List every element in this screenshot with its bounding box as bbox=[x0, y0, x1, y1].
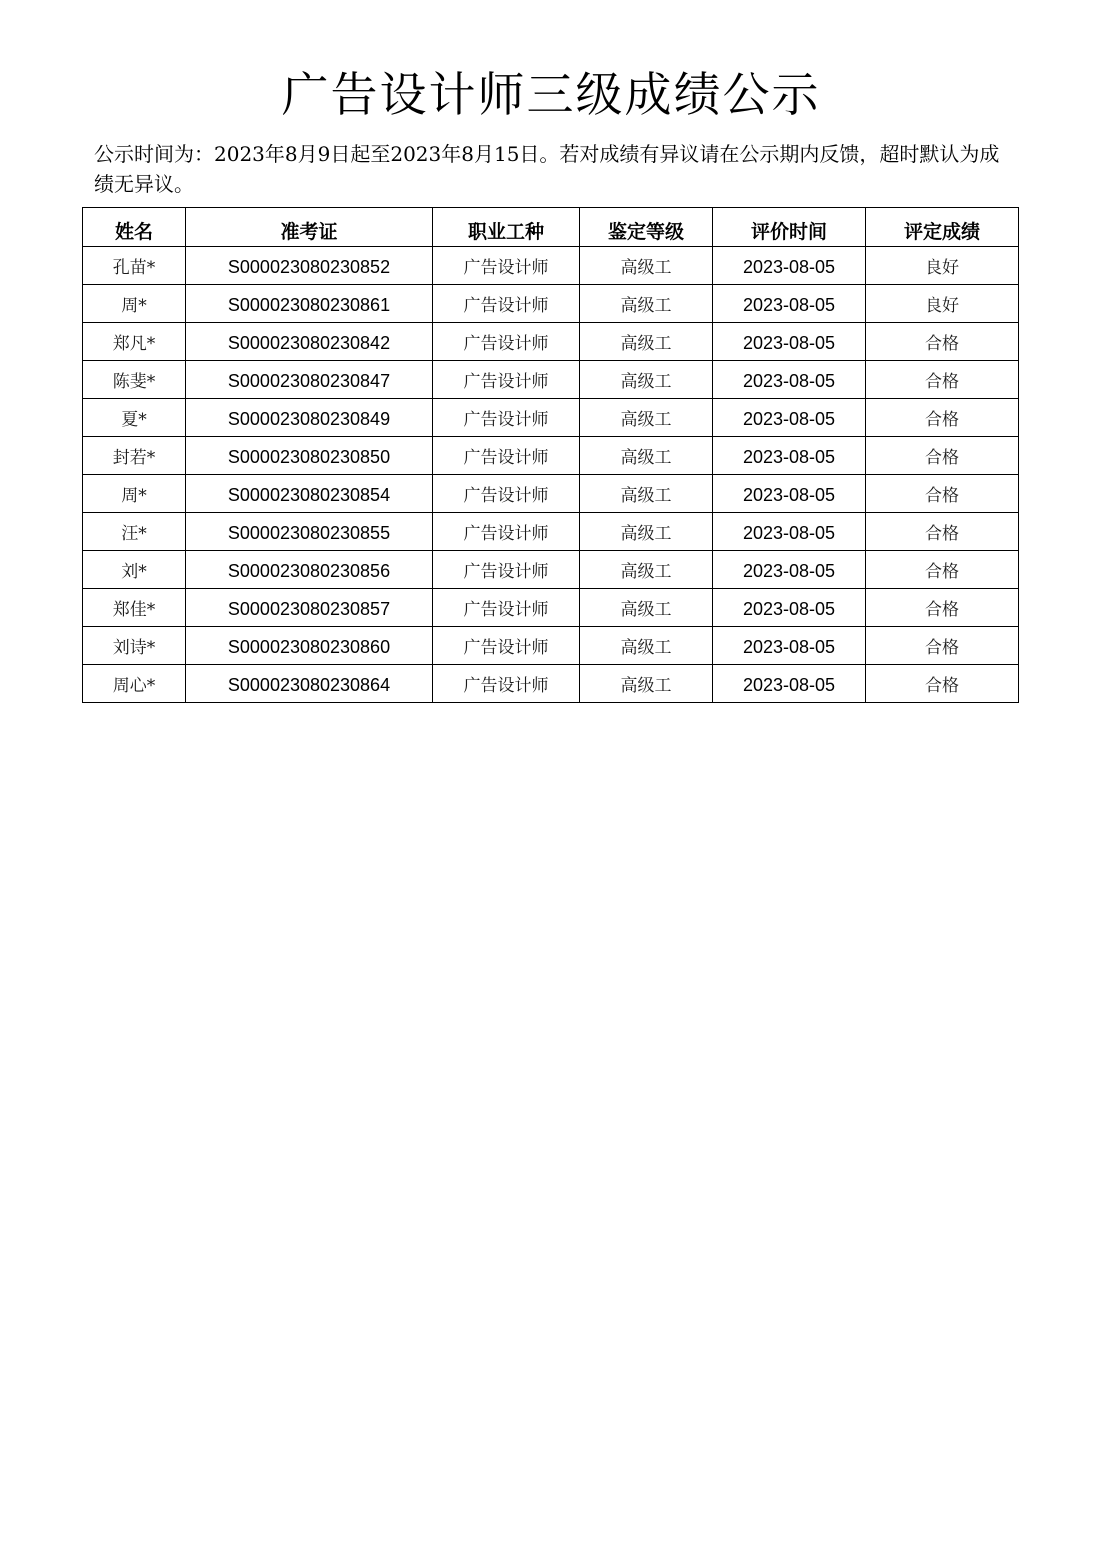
cell-level: 高级工 bbox=[580, 437, 713, 475]
cell-name: 夏* bbox=[83, 399, 186, 437]
cell-occupation: 广告设计师 bbox=[433, 475, 580, 513]
cell-occupation: 广告设计师 bbox=[433, 361, 580, 399]
cell-level: 高级工 bbox=[580, 323, 713, 361]
cell-level: 高级工 bbox=[580, 589, 713, 627]
table-row bbox=[83, 361, 1019, 399]
cell-level: 高级工 bbox=[580, 513, 713, 551]
cell-level: 高级工 bbox=[580, 361, 713, 399]
table-row bbox=[83, 399, 1019, 437]
cell-level: 高级工 bbox=[580, 285, 713, 323]
cell-grade: 合格 bbox=[866, 437, 1019, 475]
cell-occupation: 广告设计师 bbox=[433, 665, 580, 703]
cell-date: 2023-08-05 bbox=[713, 437, 866, 475]
cell-date: 2023-08-05 bbox=[713, 399, 866, 437]
table-header-row bbox=[83, 208, 1019, 247]
cell-name: 周* bbox=[83, 285, 186, 323]
cell-name: 周心* bbox=[83, 665, 186, 703]
table-row bbox=[83, 285, 1019, 323]
cell-occupation: 广告设计师 bbox=[433, 399, 580, 437]
cell-name: 封若* bbox=[83, 437, 186, 475]
cell-date: 2023-08-05 bbox=[713, 247, 866, 285]
cell-ticket: S000023080230854 bbox=[186, 475, 433, 513]
table-row bbox=[83, 589, 1019, 627]
table-row bbox=[83, 627, 1019, 665]
cell-grade: 合格 bbox=[866, 665, 1019, 703]
cell-ticket: S000023080230860 bbox=[186, 627, 433, 665]
cell-level: 高级工 bbox=[580, 247, 713, 285]
table-row bbox=[83, 551, 1019, 589]
header-date: 评价时间 bbox=[713, 208, 866, 247]
cell-ticket: S000023080230861 bbox=[186, 285, 433, 323]
cell-date: 2023-08-05 bbox=[713, 475, 866, 513]
cell-date: 2023-08-05 bbox=[713, 513, 866, 551]
table-row bbox=[83, 247, 1019, 285]
cell-ticket: S000023080230842 bbox=[186, 323, 433, 361]
cell-occupation: 广告设计师 bbox=[433, 551, 580, 589]
table-row bbox=[83, 323, 1019, 361]
cell-level: 高级工 bbox=[580, 475, 713, 513]
cell-name: 郑佳* bbox=[83, 589, 186, 627]
cell-date: 2023-08-05 bbox=[713, 665, 866, 703]
table-row bbox=[83, 513, 1019, 551]
cell-date: 2023-08-05 bbox=[713, 551, 866, 589]
cell-grade: 合格 bbox=[866, 361, 1019, 399]
cell-ticket: S000023080230847 bbox=[186, 361, 433, 399]
cell-occupation: 广告设计师 bbox=[433, 247, 580, 285]
cell-occupation: 广告设计师 bbox=[433, 589, 580, 627]
table-row bbox=[83, 665, 1019, 703]
page-title: 广告设计师三级成绩公示 bbox=[281, 68, 821, 123]
cell-level: 高级工 bbox=[580, 551, 713, 589]
cell-ticket: S000023080230850 bbox=[186, 437, 433, 475]
cell-grade: 合格 bbox=[866, 627, 1019, 665]
cell-occupation: 广告设计师 bbox=[433, 627, 580, 665]
cell-level: 高级工 bbox=[580, 665, 713, 703]
cell-name: 刘* bbox=[83, 551, 186, 589]
cell-grade: 合格 bbox=[866, 551, 1019, 589]
cell-ticket: S000023080230855 bbox=[186, 513, 433, 551]
cell-grade: 合格 bbox=[866, 513, 1019, 551]
cell-date: 2023-08-05 bbox=[713, 361, 866, 399]
cell-date: 2023-08-05 bbox=[713, 627, 866, 665]
cell-grade: 良好 bbox=[866, 247, 1019, 285]
header-occupation: 职业工种 bbox=[433, 208, 580, 247]
cell-ticket: S000023080230857 bbox=[186, 589, 433, 627]
cell-occupation: 广告设计师 bbox=[433, 513, 580, 551]
table-row bbox=[83, 437, 1019, 475]
cell-occupation: 广告设计师 bbox=[433, 323, 580, 361]
results-table bbox=[82, 207, 1019, 703]
cell-date: 2023-08-05 bbox=[713, 323, 866, 361]
cell-name: 郑凡* bbox=[83, 323, 186, 361]
notice-text: 公示时间为：2023年8月9日起至2023年8月15日。若对成绩有异议请在公示期内反馈，超时默认为成绩无异议。 bbox=[94, 142, 1000, 196]
cell-ticket: S000023080230849 bbox=[186, 399, 433, 437]
cell-ticket: S000023080230856 bbox=[186, 551, 433, 589]
cell-grade: 合格 bbox=[866, 399, 1019, 437]
cell-name: 汪* bbox=[83, 513, 186, 551]
cell-date: 2023-08-05 bbox=[713, 589, 866, 627]
cell-level: 高级工 bbox=[580, 399, 713, 437]
header-level: 鉴定等级 bbox=[580, 208, 713, 247]
cell-ticket: S000023080230852 bbox=[186, 247, 433, 285]
header-name: 姓名 bbox=[83, 208, 186, 247]
cell-grade: 合格 bbox=[866, 323, 1019, 361]
cell-occupation: 广告设计师 bbox=[433, 285, 580, 323]
cell-grade: 合格 bbox=[866, 475, 1019, 513]
header-grade: 评定成绩 bbox=[866, 208, 1019, 247]
cell-name: 刘诗* bbox=[83, 627, 186, 665]
cell-name: 周* bbox=[83, 475, 186, 513]
cell-name: 孔苗* bbox=[83, 247, 186, 285]
cell-level: 高级工 bbox=[580, 627, 713, 665]
cell-grade: 合格 bbox=[866, 589, 1019, 627]
cell-date: 2023-08-05 bbox=[713, 285, 866, 323]
header-ticket: 准考证 bbox=[186, 208, 433, 247]
cell-occupation: 广告设计师 bbox=[433, 437, 580, 475]
cell-ticket: S000023080230864 bbox=[186, 665, 433, 703]
cell-name: 陈斐* bbox=[83, 361, 186, 399]
cell-grade: 良好 bbox=[866, 285, 1019, 323]
table-row bbox=[83, 475, 1019, 513]
